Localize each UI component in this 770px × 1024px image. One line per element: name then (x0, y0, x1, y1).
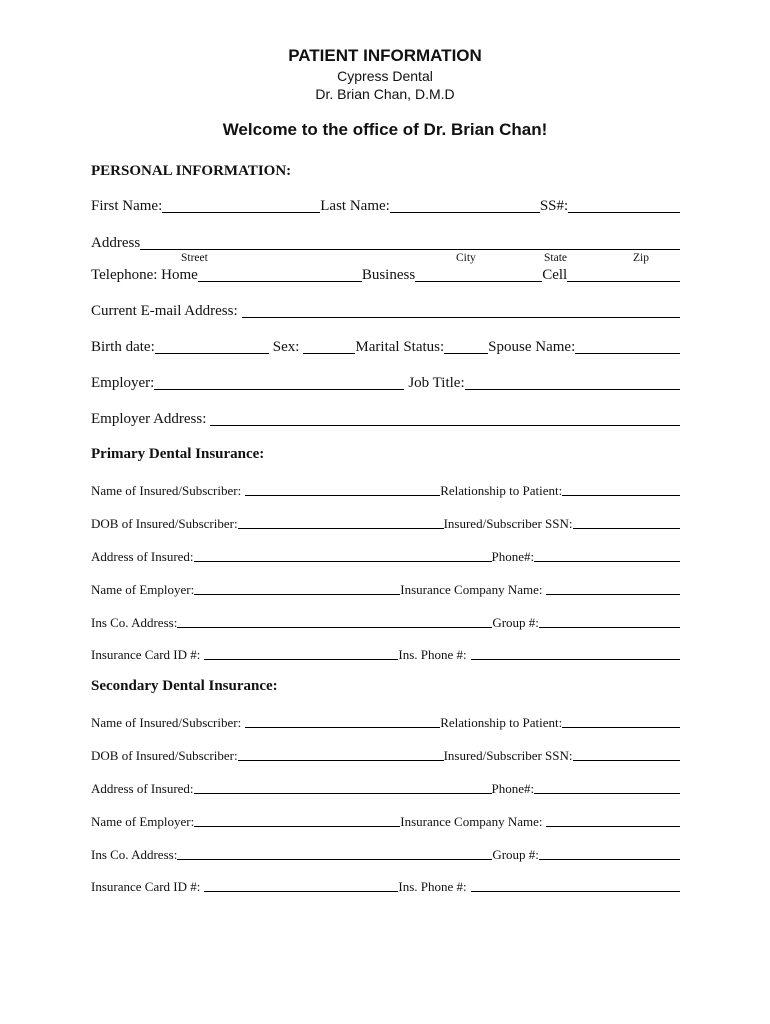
primary-address-label: Address of Insured: (91, 549, 194, 564)
email-field[interactable] (242, 317, 680, 318)
marital-status-field[interactable] (444, 353, 488, 354)
job-title-label: Job Title: (408, 375, 465, 391)
email-label: Current E-mail Address: (91, 303, 238, 319)
secondary-phone-field[interactable] (534, 793, 680, 794)
primary-employer-row (91, 578, 680, 598)
birth-date-label: Birth date: (91, 339, 155, 355)
secondary-ins-address-label: Ins Co. Address: (91, 847, 178, 862)
first-name-label: First Name: (91, 198, 163, 214)
secondary-group-field[interactable] (539, 859, 680, 860)
secondary-dob-row (91, 744, 680, 764)
primary-insurance-heading: Primary Dental Insurance: (91, 446, 265, 462)
birth-date-field[interactable] (155, 353, 269, 354)
secondary-ssn-field[interactable] (573, 760, 680, 761)
primary-ins-phone-field[interactable] (471, 659, 680, 660)
last-name-field[interactable] (390, 212, 540, 213)
spouse-name-field[interactable] (575, 353, 680, 354)
business-phone-label: Business (361, 267, 416, 283)
primary-ins-phone-label: Ins. Phone #: (398, 647, 467, 662)
employer-label: Employer: (91, 375, 155, 391)
city-caption: City (456, 252, 476, 264)
secondary-name-insured-label: Name of Insured/Subscriber: (91, 715, 242, 730)
primary-group-field[interactable] (539, 627, 680, 628)
primary-dob-row (91, 512, 680, 532)
sex-label: Sex: (272, 339, 300, 355)
doctor-name: Dr. Brian Chan, D.M.D (315, 86, 455, 102)
primary-company-label: Insurance Company Name: (400, 582, 543, 597)
employer-address-field[interactable] (210, 425, 680, 426)
telephone-home-field[interactable] (198, 281, 362, 282)
secondary-dob-label: DOB of Insured/Subscriber: (91, 748, 238, 763)
address-label: Address (91, 235, 141, 251)
telephone-home-label: Telephone: Home (91, 267, 198, 283)
state-caption: State (544, 252, 567, 264)
marital-status-label: Marital Status: (355, 339, 445, 355)
sex-field[interactable] (303, 353, 355, 354)
page-title: PATIENT INFORMATION (288, 46, 482, 65)
spouse-name-label: Spouse Name: (488, 339, 576, 355)
primary-address-row (91, 545, 680, 565)
job-title-field[interactable] (465, 389, 680, 390)
street-caption: Street (181, 252, 208, 264)
address-row (91, 233, 680, 253)
secondary-card-row (91, 875, 680, 895)
cell-phone-label: Cell (542, 267, 568, 283)
primary-relationship-label: Relationship to Patient: (440, 483, 563, 498)
primary-address-field[interactable] (194, 561, 492, 562)
employer-address-row (91, 409, 680, 429)
primary-dob-label: DOB of Insured/Subscriber: (91, 516, 238, 531)
first-name-field[interactable] (162, 212, 320, 213)
primary-employer-field[interactable] (194, 594, 400, 595)
secondary-employer-label: Name of Employer: (91, 814, 195, 829)
secondary-employer-field[interactable] (194, 826, 400, 827)
secondary-company-field[interactable] (546, 826, 680, 827)
secondary-card-id-field[interactable] (204, 891, 398, 892)
secondary-ins-phone-field[interactable] (471, 891, 680, 892)
secondary-employer-row (91, 810, 680, 830)
secondary-phone-label: Phone#: (491, 781, 535, 796)
primary-card-id-label: Insurance Card ID #: (91, 647, 201, 662)
primary-ins-address-row (91, 611, 680, 631)
primary-company-field[interactable] (546, 594, 680, 595)
secondary-insured-row (91, 711, 680, 731)
secondary-address-label: Address of Insured: (91, 781, 194, 796)
primary-ins-address-field[interactable] (177, 627, 492, 628)
primary-ssn-field[interactable] (573, 528, 680, 529)
primary-insured-row (91, 479, 680, 499)
employer-row (91, 373, 680, 393)
secondary-relationship-field[interactable] (562, 727, 680, 728)
business-phone-field[interactable] (415, 281, 542, 282)
primary-ssn-label: Insured/Subscriber SSN: (443, 516, 573, 531)
secondary-address-field[interactable] (194, 793, 492, 794)
secondary-ins-address-field[interactable] (177, 859, 492, 860)
address-field[interactable] (140, 249, 680, 250)
secondary-card-id-label: Insurance Card ID #: (91, 879, 201, 894)
cell-phone-field[interactable] (567, 281, 680, 282)
primary-phone-label: Phone#: (491, 549, 535, 564)
name-row (91, 196, 680, 216)
secondary-dob-field[interactable] (238, 760, 444, 761)
practice-name: Cypress Dental (337, 68, 433, 84)
primary-relationship-field[interactable] (562, 495, 680, 496)
email-row (91, 301, 680, 321)
secondary-ins-address-row (91, 843, 680, 863)
primary-ins-address-label: Ins Co. Address: (91, 615, 178, 630)
employer-address-label: Employer Address: (91, 411, 207, 427)
primary-card-row (91, 643, 680, 663)
last-name-label: Last Name: (320, 198, 390, 214)
birth-row (91, 337, 680, 357)
secondary-group-label: Group #: (492, 847, 539, 862)
primary-group-label: Group #: (492, 615, 539, 630)
secondary-address-row (91, 777, 680, 797)
primary-dob-field[interactable] (238, 528, 444, 529)
employer-field[interactable] (154, 389, 404, 390)
ss-field[interactable] (568, 212, 680, 213)
secondary-company-label: Insurance Company Name: (400, 814, 543, 829)
secondary-ssn-label: Insured/Subscriber SSN: (443, 748, 573, 763)
primary-name-insured-label: Name of Insured/Subscriber: (91, 483, 242, 498)
zip-caption: Zip (633, 252, 649, 264)
primary-name-insured-field[interactable] (245, 495, 440, 496)
primary-card-id-field[interactable] (204, 659, 398, 660)
secondary-name-insured-field[interactable] (245, 727, 440, 728)
ss-label: SS#: (539, 198, 569, 214)
secondary-relationship-label: Relationship to Patient: (440, 715, 563, 730)
primary-phone-field[interactable] (534, 561, 680, 562)
secondary-ins-phone-label: Ins. Phone #: (398, 879, 467, 894)
secondary-insurance-heading: Secondary Dental Insurance: (91, 678, 278, 694)
welcome-message: Welcome to the office of Dr. Brian Chan! (222, 120, 548, 139)
telephone-row (91, 265, 680, 285)
primary-employer-label: Name of Employer: (91, 582, 195, 597)
personal-information-heading: PERSONAL INFORMATION: (91, 163, 292, 179)
